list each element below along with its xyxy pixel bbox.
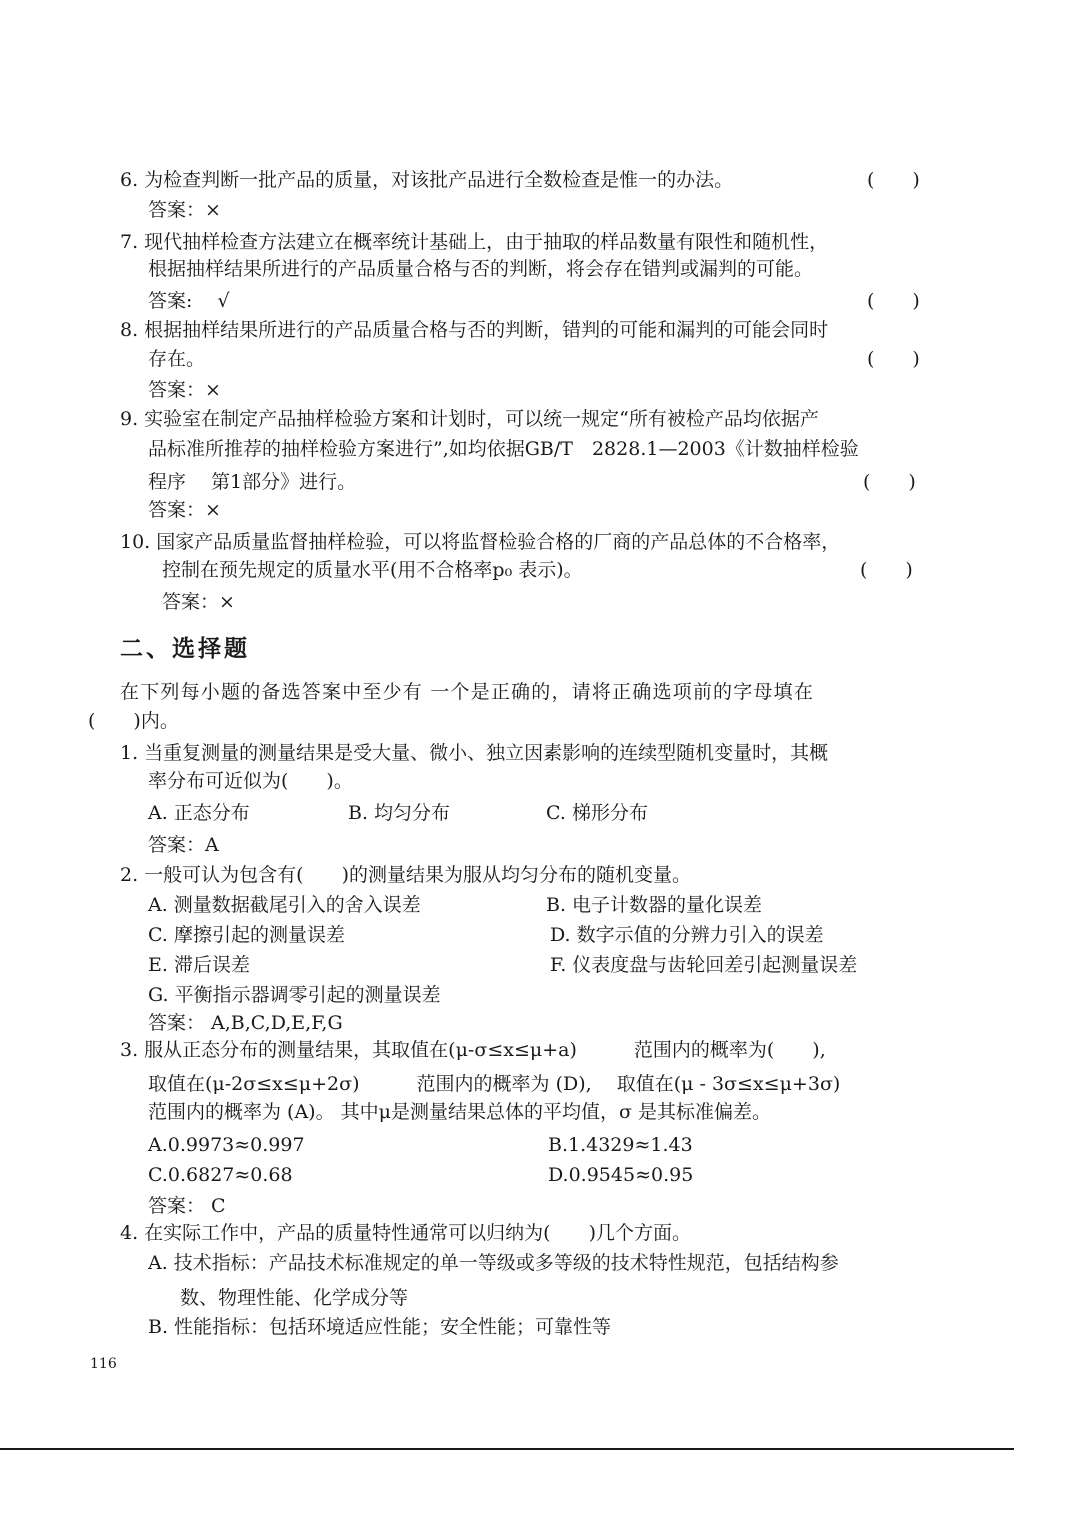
judgement-question-9-cont: 品标准所推荐的抽样检验方案进行”,如均依据GB/T 2828.1—2003《计数抽样检验 [148, 438, 859, 460]
answer-line: 答案：× [148, 379, 221, 401]
judgement-question-9-cont: 程序 第1部分》进行。 [148, 471, 357, 493]
judgement-question-6: 6. 为检查判断一批产品的质量，对该批产品进行全数检查是惟一的办法。 [120, 169, 734, 191]
option-b: B. 电子计数器的量化误差 [546, 894, 763, 916]
answer-blank: ( ) [863, 471, 916, 493]
answer-line: 答案： A,B,C,D,E,F,G [148, 1012, 343, 1034]
option-a: A. 测量数据截尾引入的舍入误差 [148, 894, 421, 916]
instruction-text: 在下列每小题的备选答案中至少有 一个是正确的，请将正确选项前的字母填在 [120, 681, 815, 703]
choice-question-1: 1. 当重复测量的测量结果是受大量、微小、独立因素影响的连续型随机变量时，其概 [120, 742, 829, 764]
section-title: 二、选择题 [120, 635, 250, 662]
option-b: B. 均匀分布 [348, 802, 451, 824]
answer-line: 答案： C [148, 1195, 226, 1217]
option-d: D.0.9545≈0.95 [548, 1164, 694, 1186]
option-c: C. 摩擦引起的测量误差 [148, 924, 345, 946]
choice-question-4: 4. 在实际工作中，产品的质量特性通常可以归纳为( )几个方面。 [120, 1222, 691, 1244]
judgement-question-7: 7. 现代抽样检查方法建立在概率统计基础上，由于抽取的样品数量有限性和随机性， [120, 231, 829, 253]
instruction-text-cont: ( )内。 [88, 710, 179, 732]
choice-question-3-cont: 取值在(μ-2σ≤x≤μ+2σ) 范围内的概率为 (D), 取值在(μ - 3σ≤x≤μ+3σ) [148, 1073, 841, 1095]
choice-question-1-cont: 率分布可近似为( )。 [148, 770, 353, 792]
answer-blank: ( ) [860, 559, 913, 581]
footer-rule [0, 1448, 1014, 1450]
option-c: C. 梯形分布 [546, 802, 648, 824]
answer-blank: ( ) [867, 290, 920, 312]
choice-question-2: 2. 一般可认为包含有( )的测量结果为服从均匀分布的随机变量。 [120, 864, 691, 886]
judgement-question-8-cont: 存在。 [148, 348, 206, 370]
judgement-question-7-cont: 根据抽样结果所进行的产品质量合格与否的判断，将会存在错判或漏判的可能。 [148, 258, 814, 280]
option-g: G. 平衡指示器调零引起的测量误差 [148, 984, 441, 1006]
option-a: A. 技术指标：产品技术标准规定的单一等级或多等级的技术特性规范，包括结构参 [148, 1252, 839, 1274]
option-c: C.0.6827≈0.68 [148, 1164, 293, 1186]
answer-blank: ( ) [867, 169, 920, 191]
option-e: E. 滞后误差 [148, 954, 250, 976]
page-number: 116 [90, 1356, 117, 1372]
answer-blank: ( ) [867, 348, 920, 370]
judgement-question-8: 8. 根据抽样结果所进行的产品质量合格与否的判断，错判的可能和漏判的可能会同时 [120, 319, 829, 341]
answer-line: 答案：× [148, 499, 221, 521]
option-b: B. 性能指标：包括环境适应性能；安全性能；可靠性等 [148, 1316, 612, 1338]
choice-question-3: 3. 服从正态分布的测量结果，其取值在(μ-σ≤x≤μ+a) 范围内的概率为( ), [120, 1039, 826, 1061]
option-a-cont: 数、物理性能、化学成分等 [180, 1287, 409, 1309]
answer-line: 答案: √ [148, 290, 230, 312]
option-a: A. 正态分布 [148, 802, 250, 824]
option-f: F. 仪表度盘与齿轮回差引起测量误差 [550, 954, 858, 976]
judgement-question-10: 10. 国家产品质量监督抽样检验，可以将监督检验合格的厂商的产品总体的不合格率， [120, 531, 841, 553]
judgement-question-9: 9. 实验室在制定产品抽样检验方案和计划时，可以统一规定“所有被检产品均依据产 [120, 408, 819, 430]
answer-line: 答案：× [162, 591, 235, 613]
choice-question-3-cont: 范围内的概率为 (A)。 其中μ是测量结果总体的平均值，σ 是其标准偏差。 [148, 1101, 771, 1123]
judgement-question-10-cont: 控制在预先规定的质量水平(用不合格率p₀ 表示)。 [162, 559, 583, 581]
answer-line: 答案：A [148, 834, 219, 856]
option-b: B.1.4329≈1.43 [548, 1134, 693, 1156]
option-d: D. 数字示值的分辨力引入的误差 [550, 924, 824, 946]
option-a: A.0.9973≈0.997 [148, 1134, 305, 1156]
answer-line: 答案：× [148, 199, 221, 221]
